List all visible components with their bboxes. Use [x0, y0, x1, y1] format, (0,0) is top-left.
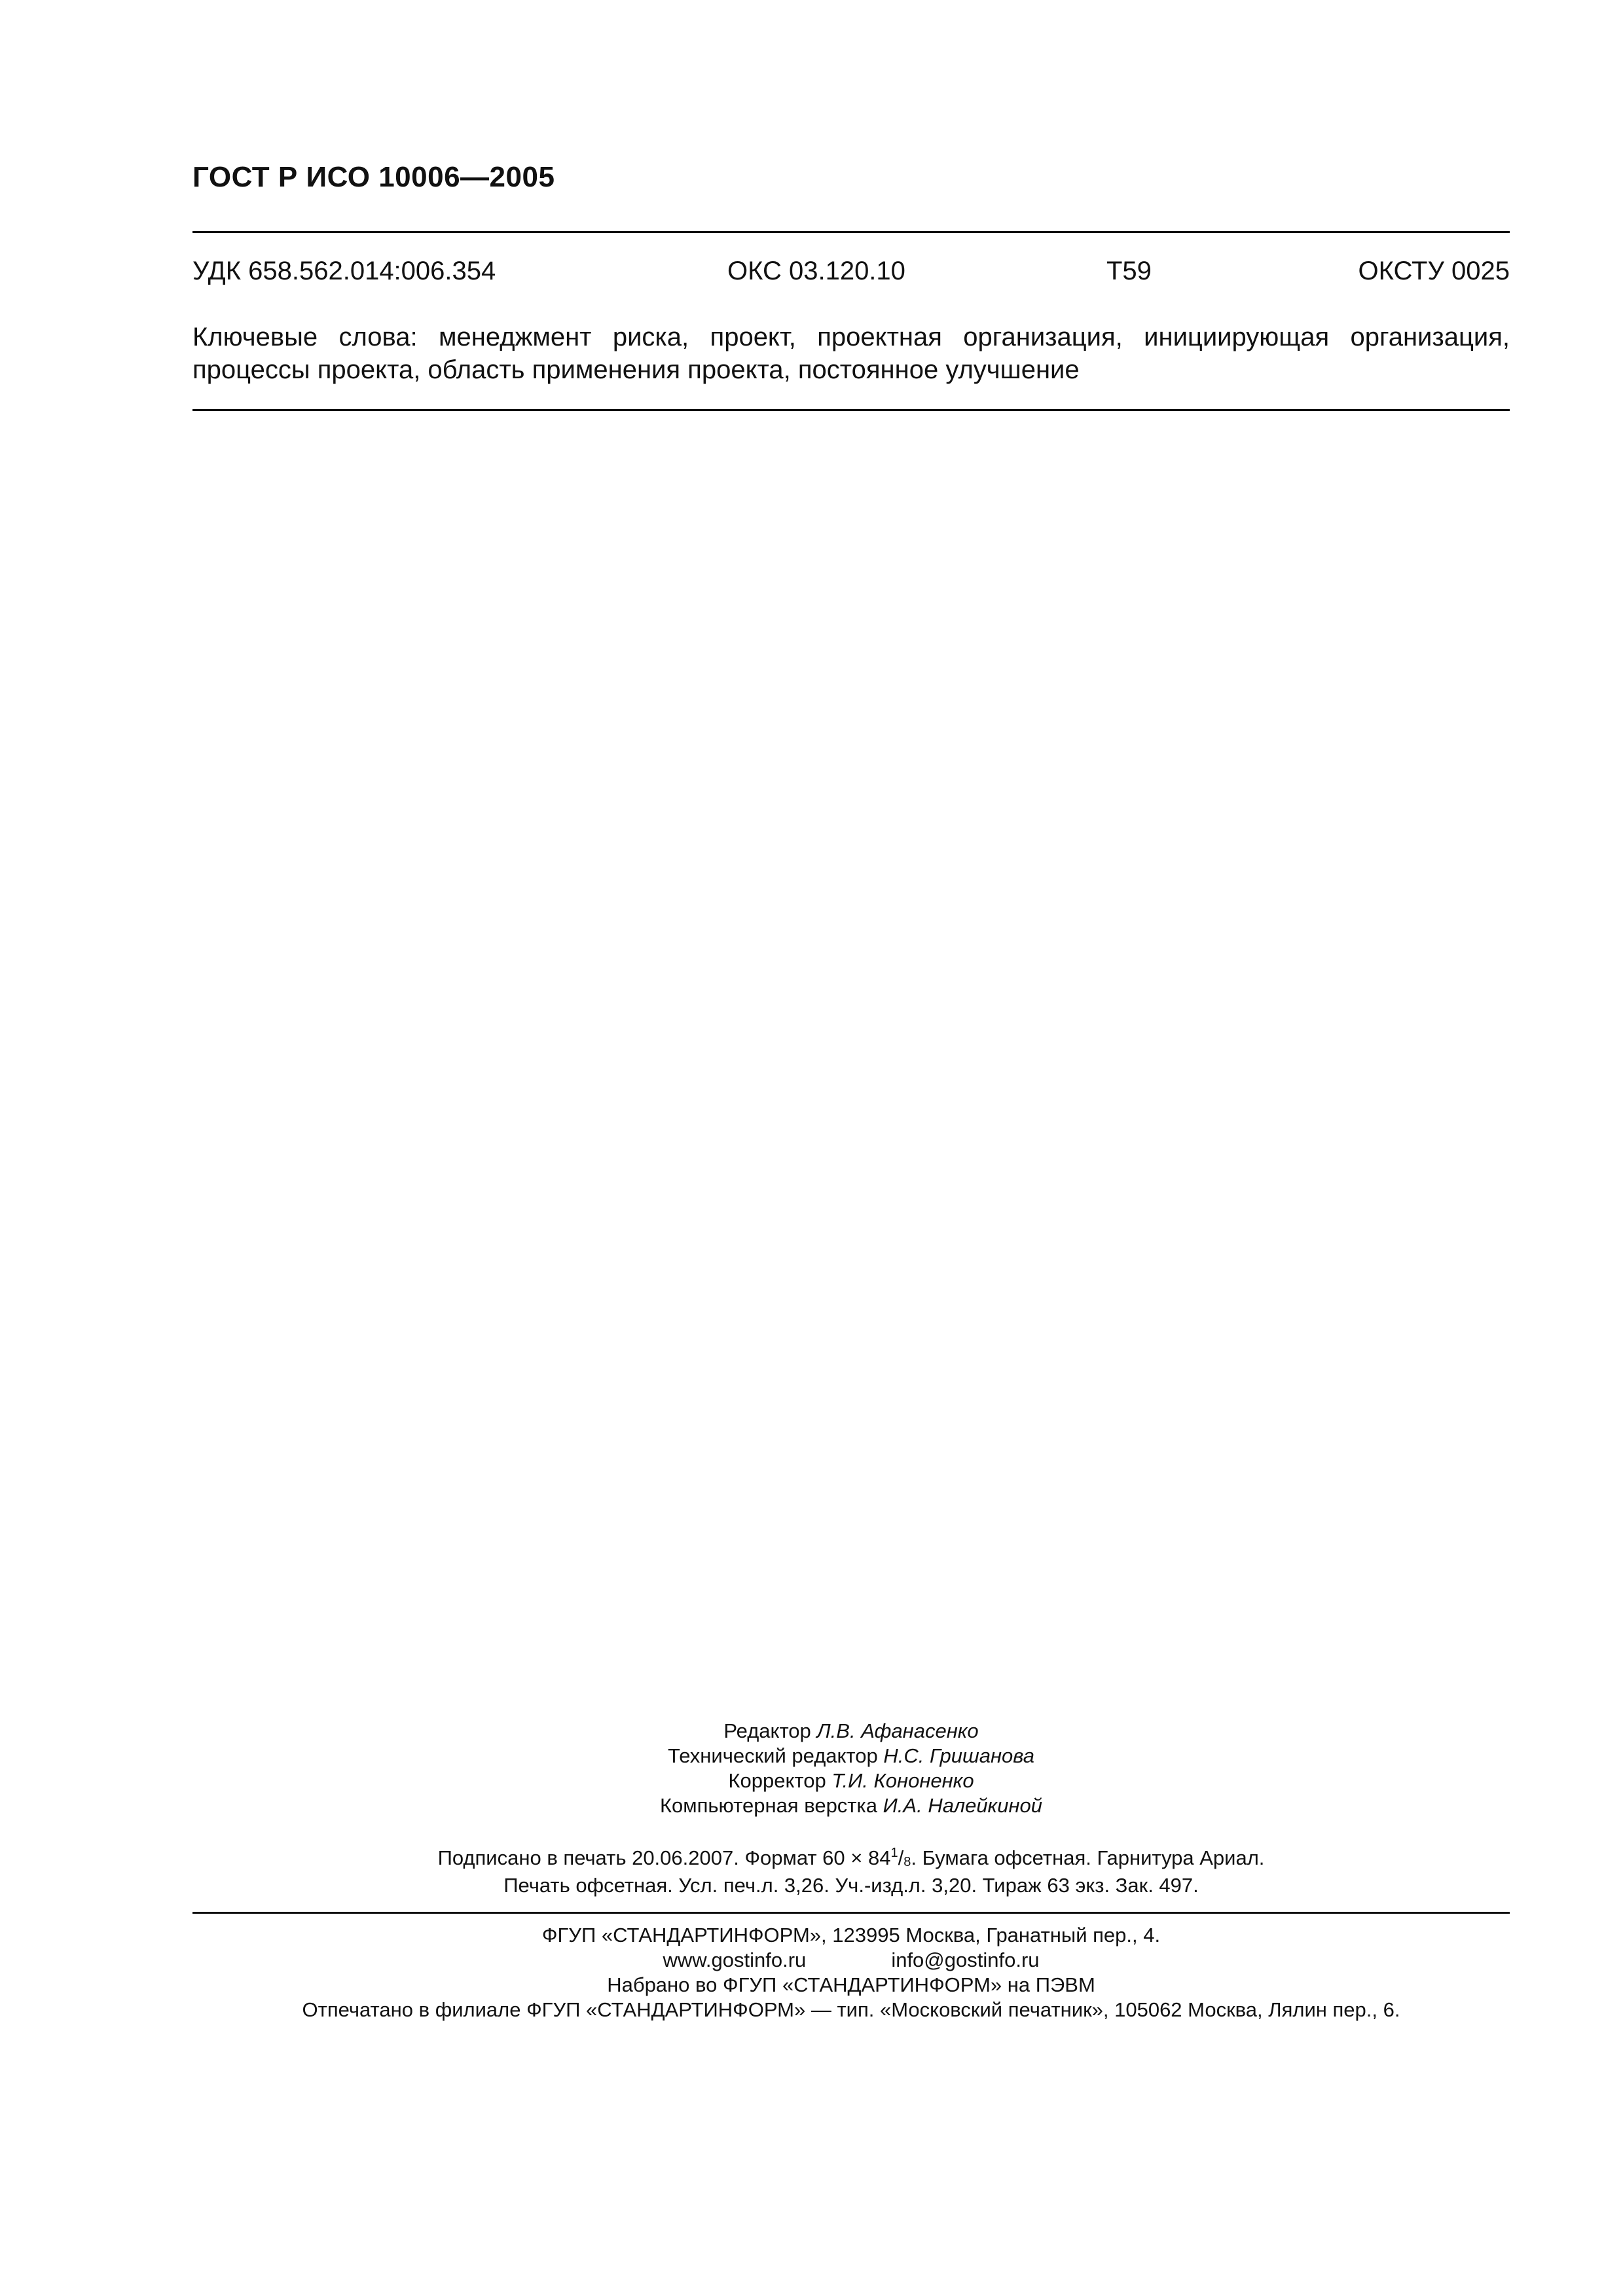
publisher-email: info@gostinfo.ru	[891, 1948, 1040, 1971]
top-divider	[192, 231, 1510, 233]
document-title: ГОСТ Р ИСО 10006—2005	[192, 161, 555, 193]
credit-corrector: Корректор Т.И. Кононенко	[728, 1769, 974, 1792]
publisher-block	[192, 1923, 1510, 2022]
publisher-printed: Отпечатано в филиале ФГУП «СТАНДАРТИНФОРМ» — тип. «Московский печатник», 105062 Москва, Лялин пер., 6.	[302, 1998, 1400, 2021]
publisher-contacts	[192, 1948, 1510, 1973]
keywords-divider	[192, 409, 1510, 411]
credits-block	[192, 1719, 1510, 1818]
classification-row	[192, 257, 1510, 296]
imprint-divider	[192, 1912, 1510, 1914]
publisher-typeset: Набрано во ФГУП «СТАНДАРТИНФОРМ» на ПЭВМ	[607, 1973, 1095, 1996]
credit-tech-editor: Технический редактор Н.С. Гришанова	[668, 1744, 1034, 1767]
udk-code: УДК 658.562.014:006.354	[192, 257, 496, 285]
imprint-block	[192, 1844, 1510, 1899]
imprint-line-1: Подписано в печать 20.06.2007. Формат $60 \times 84^1/_8$. Бумага офсетная. Гарнитура Ариал.	[437, 1846, 1265, 1869]
credit-editor: Редактор Л.В. Афанасенко	[723, 1719, 979, 1742]
publisher-address: ФГУП «СТАНДАРТИНФОРМ», 123995 Москва, Гранатный пер., 4.	[541, 1924, 1161, 1946]
oks-code: ОКС 03.120.10	[727, 257, 905, 285]
keywords-paragraph: Ключевые слова: менеджмент риска, проект, проектная организация, инициирующая организация, процессы проекта, область применения проекта, постоянное улучшение	[192, 323, 1510, 384]
publisher-website: www.gostinfo.ru	[663, 1948, 807, 1971]
okstu-code: ОКСТУ 0025	[1358, 257, 1510, 285]
t-code: Т59	[1106, 257, 1152, 285]
imprint-line-2: Печать офсетная. Усл. печ.л. 3,26. Уч.-изд.л. 3,20. Тираж 63 экз. Зак. 497.	[503, 1874, 1199, 1897]
credit-layout: Компьютерная верстка И.А. Налейкиной	[660, 1794, 1042, 1817]
